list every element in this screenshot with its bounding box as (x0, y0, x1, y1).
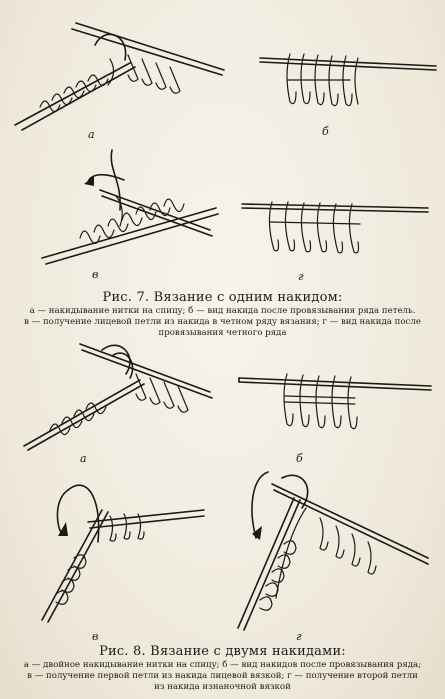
fig7-legend-line: в — получение лицевой петли из накида в четном ряду вязания; г — вид накида после (24, 317, 421, 327)
fig8-legend-line: а — двойное накидывание нитки на спицу; б — вид накидов после провязывания ряда; (23, 660, 422, 670)
fig7-legend-line: провязывания четного ряда (158, 328, 287, 338)
fig8-panel-a-illustration (20, 338, 220, 453)
fig7-letter-g: г (298, 270, 304, 283)
fig8-panel-v-illustration (28, 470, 208, 630)
fig7-panel-b-illustration (258, 40, 438, 120)
fig7-panel-a-illustration (10, 15, 230, 135)
fig8-panel-b-illustration (235, 362, 435, 442)
fig8-letter-v: в (92, 630, 99, 643)
fig7-letter-b: б (322, 125, 329, 138)
fig8-legend-line: в — получение первой петли из накида лицевой вязкой; г — получение второй петли (27, 671, 418, 681)
fig7-caption-title: Рис. 7. Вязание с одним накидом: (102, 290, 343, 305)
fig8-letter-b: б (296, 452, 303, 465)
fig8-caption-legend (6, 660, 439, 693)
fig8-letter-a: а (80, 452, 87, 465)
fig7-legend-line: а — накидывание нитки на спицу; б — вид накида после провязывания ряда петель. (29, 306, 416, 316)
fig8-letter-g: г (296, 630, 302, 643)
fig7-panel-v-illustration (40, 150, 220, 270)
fig8-caption-title: Рис. 8. Вязание с двумя накидами: (99, 644, 346, 659)
fig7-letter-a: а (88, 128, 95, 141)
fig8-legend-line: из накида изнаночной вязкой (154, 682, 291, 692)
fig8-panel-g-illustration (232, 468, 432, 633)
fig7-caption-legend (6, 306, 439, 339)
fig7-panel-g-illustration (240, 192, 430, 262)
fig7-letter-v: в (92, 268, 99, 281)
